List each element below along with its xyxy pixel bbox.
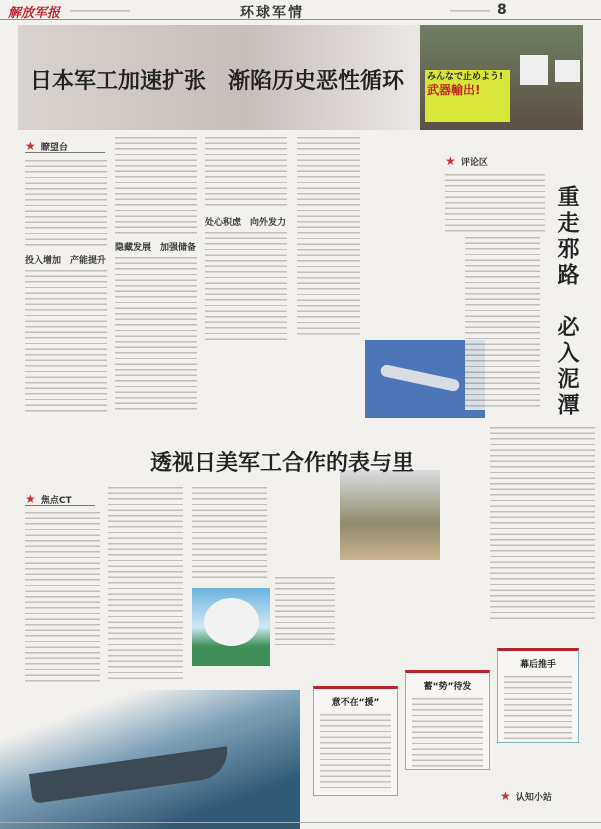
article-column (25, 510, 100, 685)
article-column (297, 135, 360, 335)
sidebar-box (497, 648, 579, 743)
article-column (25, 268, 107, 413)
article-column (205, 135, 287, 210)
kicker-focus (25, 488, 72, 507)
article-column (205, 230, 287, 340)
radar-dome-photo (192, 588, 270, 666)
protest-sign-small (520, 55, 548, 85)
star-icon: ★ (25, 492, 36, 506)
kicker-label: 焦点CT (40, 496, 72, 506)
box-title: 幕后推手 (519, 660, 556, 670)
ship-icon (29, 746, 231, 804)
sidebar-box (313, 686, 398, 796)
box-text (504, 674, 572, 742)
article-column (275, 575, 335, 645)
sign-text: 武器輸出! (427, 83, 481, 97)
article-column (115, 255, 197, 413)
commentary-column (465, 235, 540, 410)
kicker-knowledge (500, 785, 552, 804)
subhead: 处心积虑 向外发力 (205, 218, 287, 228)
kicker-label: 认知小站 (515, 793, 552, 803)
section-title: 环球军情 (240, 5, 304, 21)
kicker-label: 评论区 (460, 158, 488, 168)
article-column (192, 485, 267, 580)
sidebar-box (405, 670, 490, 770)
page-number: 8 (497, 2, 507, 18)
protest-photo (420, 25, 583, 130)
box-title: 蓄“势”待发 (423, 682, 472, 692)
star-icon: ★ (500, 789, 511, 803)
protest-sign-small (555, 60, 580, 82)
star-icon: ★ (25, 139, 36, 153)
newspaper-logo: 解放军报 (8, 6, 61, 21)
box-text (320, 712, 391, 792)
subhead: 投入增加 产能提升 (25, 256, 107, 266)
commentary-headline: 重走邪路 必入泥潭 (554, 185, 580, 419)
kicker-lookout (25, 135, 68, 154)
commentary-column (445, 172, 545, 232)
sign-text: みんなで止めよう! (427, 72, 504, 82)
box-text (412, 696, 483, 768)
article-column (115, 135, 197, 235)
date-line (70, 8, 130, 13)
star-icon: ★ (445, 154, 456, 168)
lead-headline: 日本军工加速扩张 渐陷历史恶性循环 (30, 68, 405, 94)
commentary-column (490, 425, 595, 620)
subhead: 隐藏发展 加强储备 (115, 243, 197, 253)
article-column (108, 485, 183, 680)
aircraft-icon (380, 364, 461, 392)
editor-line (450, 8, 490, 13)
radar-dome-icon (204, 598, 259, 646)
feature-headline: 透视日美军工合作的表与里 (150, 450, 415, 476)
article-column (25, 158, 107, 248)
warship-photo (0, 690, 300, 829)
missile-truck-photo (340, 470, 440, 560)
kicker-label: 瞭望台 (40, 143, 68, 153)
page-footer-rule (0, 822, 601, 823)
protest-sign (425, 70, 510, 122)
kicker-commentary (445, 150, 488, 169)
box-title: 意不在“援” (331, 698, 380, 708)
